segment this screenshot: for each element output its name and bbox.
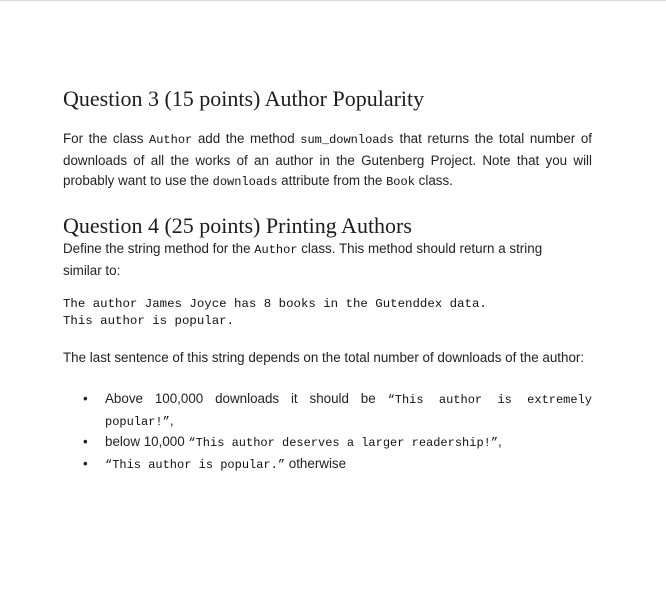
text: ,: [498, 434, 502, 449]
list-item: [63, 454, 592, 476]
text: otherwise: [285, 455, 347, 471]
bullet-icon: •: [83, 391, 88, 406]
text: that returns the total number of downloads of all the works of an author in the Gutenberg Project. Note that you will probably want to use the: [63, 131, 592, 188]
question-3-text: [63, 129, 592, 193]
question-4-text: [63, 239, 563, 281]
code-extremely-popular: “This author is extremely popular!”: [105, 393, 592, 429]
code-author: Author: [149, 133, 193, 147]
top-border: [0, 0, 666, 1]
code-popular: “This author is popular.”: [105, 457, 286, 472]
code-line-1: The author James Joyce has 8 books in the Gutenddex data.: [63, 297, 487, 311]
example-output-code: [63, 296, 487, 330]
question-3-heading: Question 3 (15 points) Author Popularity: [63, 86, 425, 111]
code-sum-downloads: sum_downloads: [300, 133, 394, 147]
code-line-2: This author is popular.: [63, 314, 235, 328]
bullet-icon: •: [83, 434, 88, 449]
code-book: Book: [386, 175, 415, 189]
conditions-list: [63, 389, 592, 475]
text: ,: [169, 412, 174, 428]
bullet-icon: •: [83, 455, 88, 471]
code-author: Author: [254, 243, 298, 257]
list-item: [63, 389, 592, 432]
text: add the method: [192, 131, 301, 146]
code-downloads: downloads: [212, 175, 278, 189]
list-item: [63, 432, 592, 454]
text: attribute from the: [277, 173, 387, 188]
text: For the class: [63, 131, 150, 146]
text: class.: [414, 173, 453, 188]
question-4-description: The last sentence of this string depends on the total number of downloads of the author:: [63, 350, 585, 365]
text: Define the string method for the: [63, 241, 255, 256]
text: class. This method should return a string similar to:: [63, 241, 543, 278]
question-4-heading: Question 4 (25 points) Printing Authors: [63, 213, 412, 238]
text: Above 100,000 downloads it should be: [105, 391, 388, 406]
code-larger-readership: “This author deserves a larger readership!”: [188, 436, 499, 450]
text: below 10,000: [105, 434, 189, 449]
